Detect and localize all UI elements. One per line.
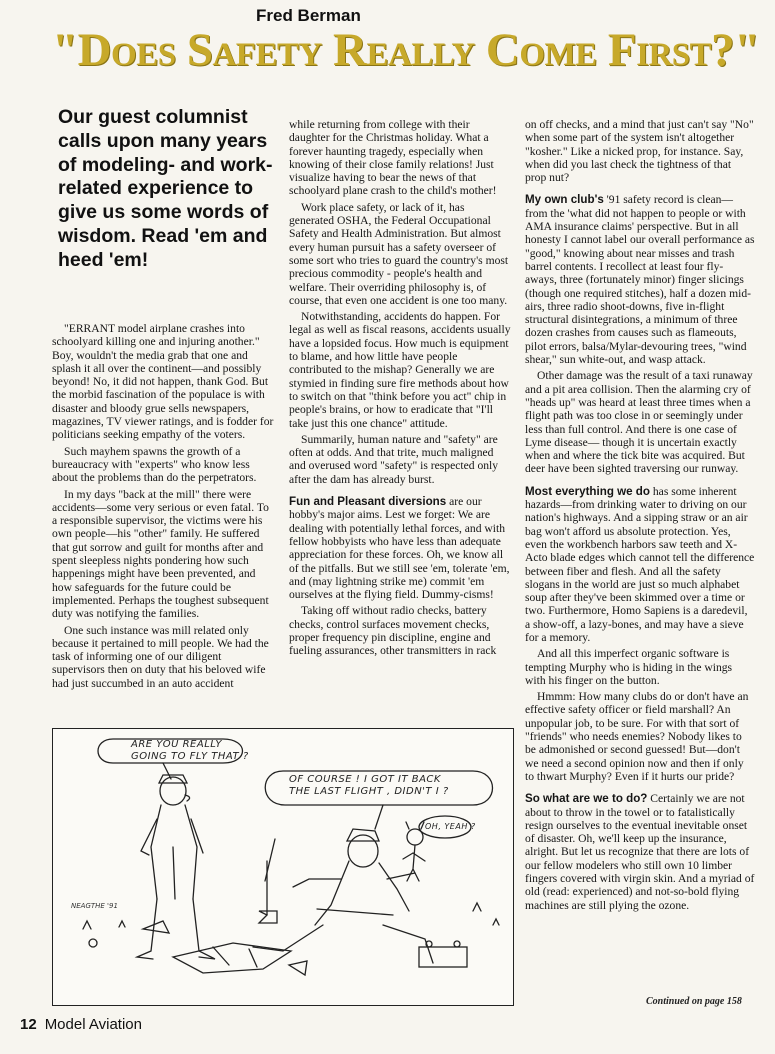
bubble-line: ARE YOU REALLY <box>131 739 222 750</box>
column-2 <box>289 118 512 661</box>
column-3 <box>525 118 755 915</box>
paragraph <box>289 495 512 601</box>
crashed-plane <box>143 921 307 975</box>
cartoon-illustration <box>52 728 514 1006</box>
paragraph-text: Certainly we are not about to throw in the towel or to fatalistically resign ourselves to the eventual inevitable onset of disaster. Oh, we'll keep up the insurance, alright. But let us recognize that there are lots of our fellow modelers who still own 10 limber fingers covered with virgin skin. And a myriad of old (read: experienced) and not-so-bold flying machines are still plying the ozone. <box>525 792 755 912</box>
paragraph <box>525 792 755 912</box>
paragraph: Such mayhem spawns the growth of a bureaucracy with "experts" who know less about the problems than do the perpetrators. <box>52 444 257 485</box>
bubble-text-small: OH, YEAH ? <box>425 822 476 831</box>
paragraph: while returning from college with their daughter for the Christmas holiday. What a forever haunting tragedy, especially when knowing of their close family relations! Just visualize having to bear the news of that schoolyard plane crash to the child's mother! <box>289 118 497 198</box>
magazine-name: Model Aviation <box>44 1016 142 1033</box>
article-headline: "Does Safety Really Come First?" <box>52 24 760 76</box>
paragraph: Notwithstanding, accidents do happen. For legal as well as fiscal reasons, accidents usually have a lopsided focus. How much is equipment to blame, and how little have people contributed to the mishap? Generally we are stymied in finding sure fire methods about how to switch on that "think before you act" chip in people's brains, or how to eradicate that "I'll take just this one chance" attitude. <box>289 310 511 430</box>
standing-man <box>137 775 215 959</box>
column-1 <box>52 322 276 693</box>
page-number: 12 <box>20 1016 37 1033</box>
paragraph-text: are our hobby's major aims. Lest we forget: We are dealing with potentially lethal forces, and with fellow hobbyists who have less than adequate appreciation for these forces. Oh, we know all of the pitfalls. But we still see 'em, tolerate 'em, and (may lightning strike me) commit 'em ourselves at the flying field. Dummy-cisms! <box>289 495 510 602</box>
paragraph: In my days "back at the mill" there were accidents—some very serious or even fatal. To a responsible supervisor, the victims were his own people—his "other" family. He suffered that gut sorrow and guilt for months after and spent sleepless nights pondering how such happenings might have been prevented, and how safeguards for the future could be implemented. Perhaps the toughest subsequent duty was notifying the families. <box>52 487 269 621</box>
paragraph: Work place safety, or lack of it, has generated OSHA, the Federal Occupational Safety and Health Administration. But almost every human pursuit has a safety overseer of some sort who tries to guard the country's most precious commodity - people's health and welfare. Their overriding philosophy is, of course, that even one accident is one too many. <box>289 200 509 307</box>
run-in-head: My own club's <box>525 193 604 207</box>
continued-note: Continued on page 158 <box>646 996 742 1007</box>
bubble-line: THE LAST FLIGHT , DIDN'T I ? <box>289 786 449 797</box>
battery-box <box>419 941 467 967</box>
paragraph: One such instance was mill related only because it pertained to mill people. We had the task of informing one of our diligent supervisors then on duty that his beloved wife had just succumbed in an auto accident <box>52 623 269 690</box>
paragraph <box>525 193 755 366</box>
bubble-line: OF COURSE ! I GOT IT BACK <box>289 774 441 785</box>
artist-signature: NEAGTHE '91 <box>71 902 118 910</box>
paragraph: Hmmm: How many clubs do or don't have an effective safety officer or field marshall? An unpopular job, to be sure. For with that sort of "friends" who needs enemies? Nobody likes to be admonished or second guessed! But—don't we need a second opinion now and then if only to thwart Murphy? Even if it hurts our pride? <box>525 690 749 783</box>
paragraph: "ERRANT model airplane crashes into schoolyard killing one and injuring another." Boy, wouldn't the media grab that one and splash it all over the continent—and possibly beyond! No, it did not happen, thank God. But the morbid fascination of the populace is with disaster and bloody grue sells newspapers, magazines, TV viewer ratings, and is fodder for politicians seeking empathy of the voters. <box>52 322 274 442</box>
paragraph-text: '91 safety record is clean—from the 'what did not happen to people or with AMA insurance claims' perspective. But in all honesty I cannot label our overall performance as "good," knowing about near misses and trash barrel contents. I recollect at least four fly-aways, three (fortunately minor) finger slicings (though one required stitches), half a dozen mid-airs, three radio shoot-downs, five in-flight structural disintegrations, a minimum of three dozen crashes from causes such as flameouts, pilot errors, balsa/Mylar-devouring trees, "wind shear," sun white-out, and wasp attack. <box>525 193 755 367</box>
paragraph-text: has some inherent hazards—from drinking water to driving on our nation's highways. And a sipping straw or an air bag won't afford us absolute protection. Yes, even the workbench harbors saw teeth and X-Acto blade edges which cannot tell the difference between fiber and flesh. And all the safety slogans in the world are just so much alphabet soup after they've been skimmed over a time or two. Furthermore, Homo Sapiens is a daredevil, a show-off, a lazy-bones, and may have a sieve for a memory. <box>525 484 755 644</box>
paragraph: Summarily, human nature and "safety" are often at odds. And that trite, much maligned and overused word "safety" is respected only after the dam has already burst. <box>289 432 499 486</box>
paragraph: Taking off without radio checks, battery checks, control surfaces movement checks, proper frequency pin discipline, engine and fueling assurances, other transmitters in rack <box>289 604 497 658</box>
paragraph <box>525 485 755 645</box>
bubble-text-right <box>289 774 449 798</box>
paragraph: Other damage was the result of a taxi runaway and a pit area collision. Then the alarming cry of "heads up" was heard at least three times when a flight path was too close in or seemingly under less than full control. And there is one case of Lyme disease— though it is uncertain exactly when and where the tick bite was acquired. But deer have been sighted traversing our runway. <box>525 369 753 476</box>
author-name: Fred Berman <box>256 6 361 25</box>
bubble-text-left <box>131 739 249 763</box>
intro-deck: Our guest columnist calls upon many years of modeling- and work-related experience to give us some words of wisdom. Read 'em and heed 'em! <box>58 106 273 271</box>
run-in-head: Most everything we do <box>525 484 650 498</box>
paragraph: And all this imperfect organic software is tempting Murphy who is hiding in the wings with his finger on the button. <box>525 647 733 687</box>
paragraph: on off checks, and a mind that just can't say "No" when some part of the system isn't altogether "kosher." Like a nicked prop, for instance. Say, when did you last check the tightness of that prop nut? <box>525 118 754 185</box>
seated-man <box>253 829 433 963</box>
devil-figure <box>403 822 425 881</box>
run-in-head: Fun and Pleasant diversions <box>289 495 447 509</box>
page-footer <box>20 1016 142 1033</box>
bubble-line: GOING TO FLY THAT ? <box>131 751 249 762</box>
run-in-head: So what are we to do? <box>525 792 648 806</box>
cartoon-drawing <box>53 729 513 1005</box>
